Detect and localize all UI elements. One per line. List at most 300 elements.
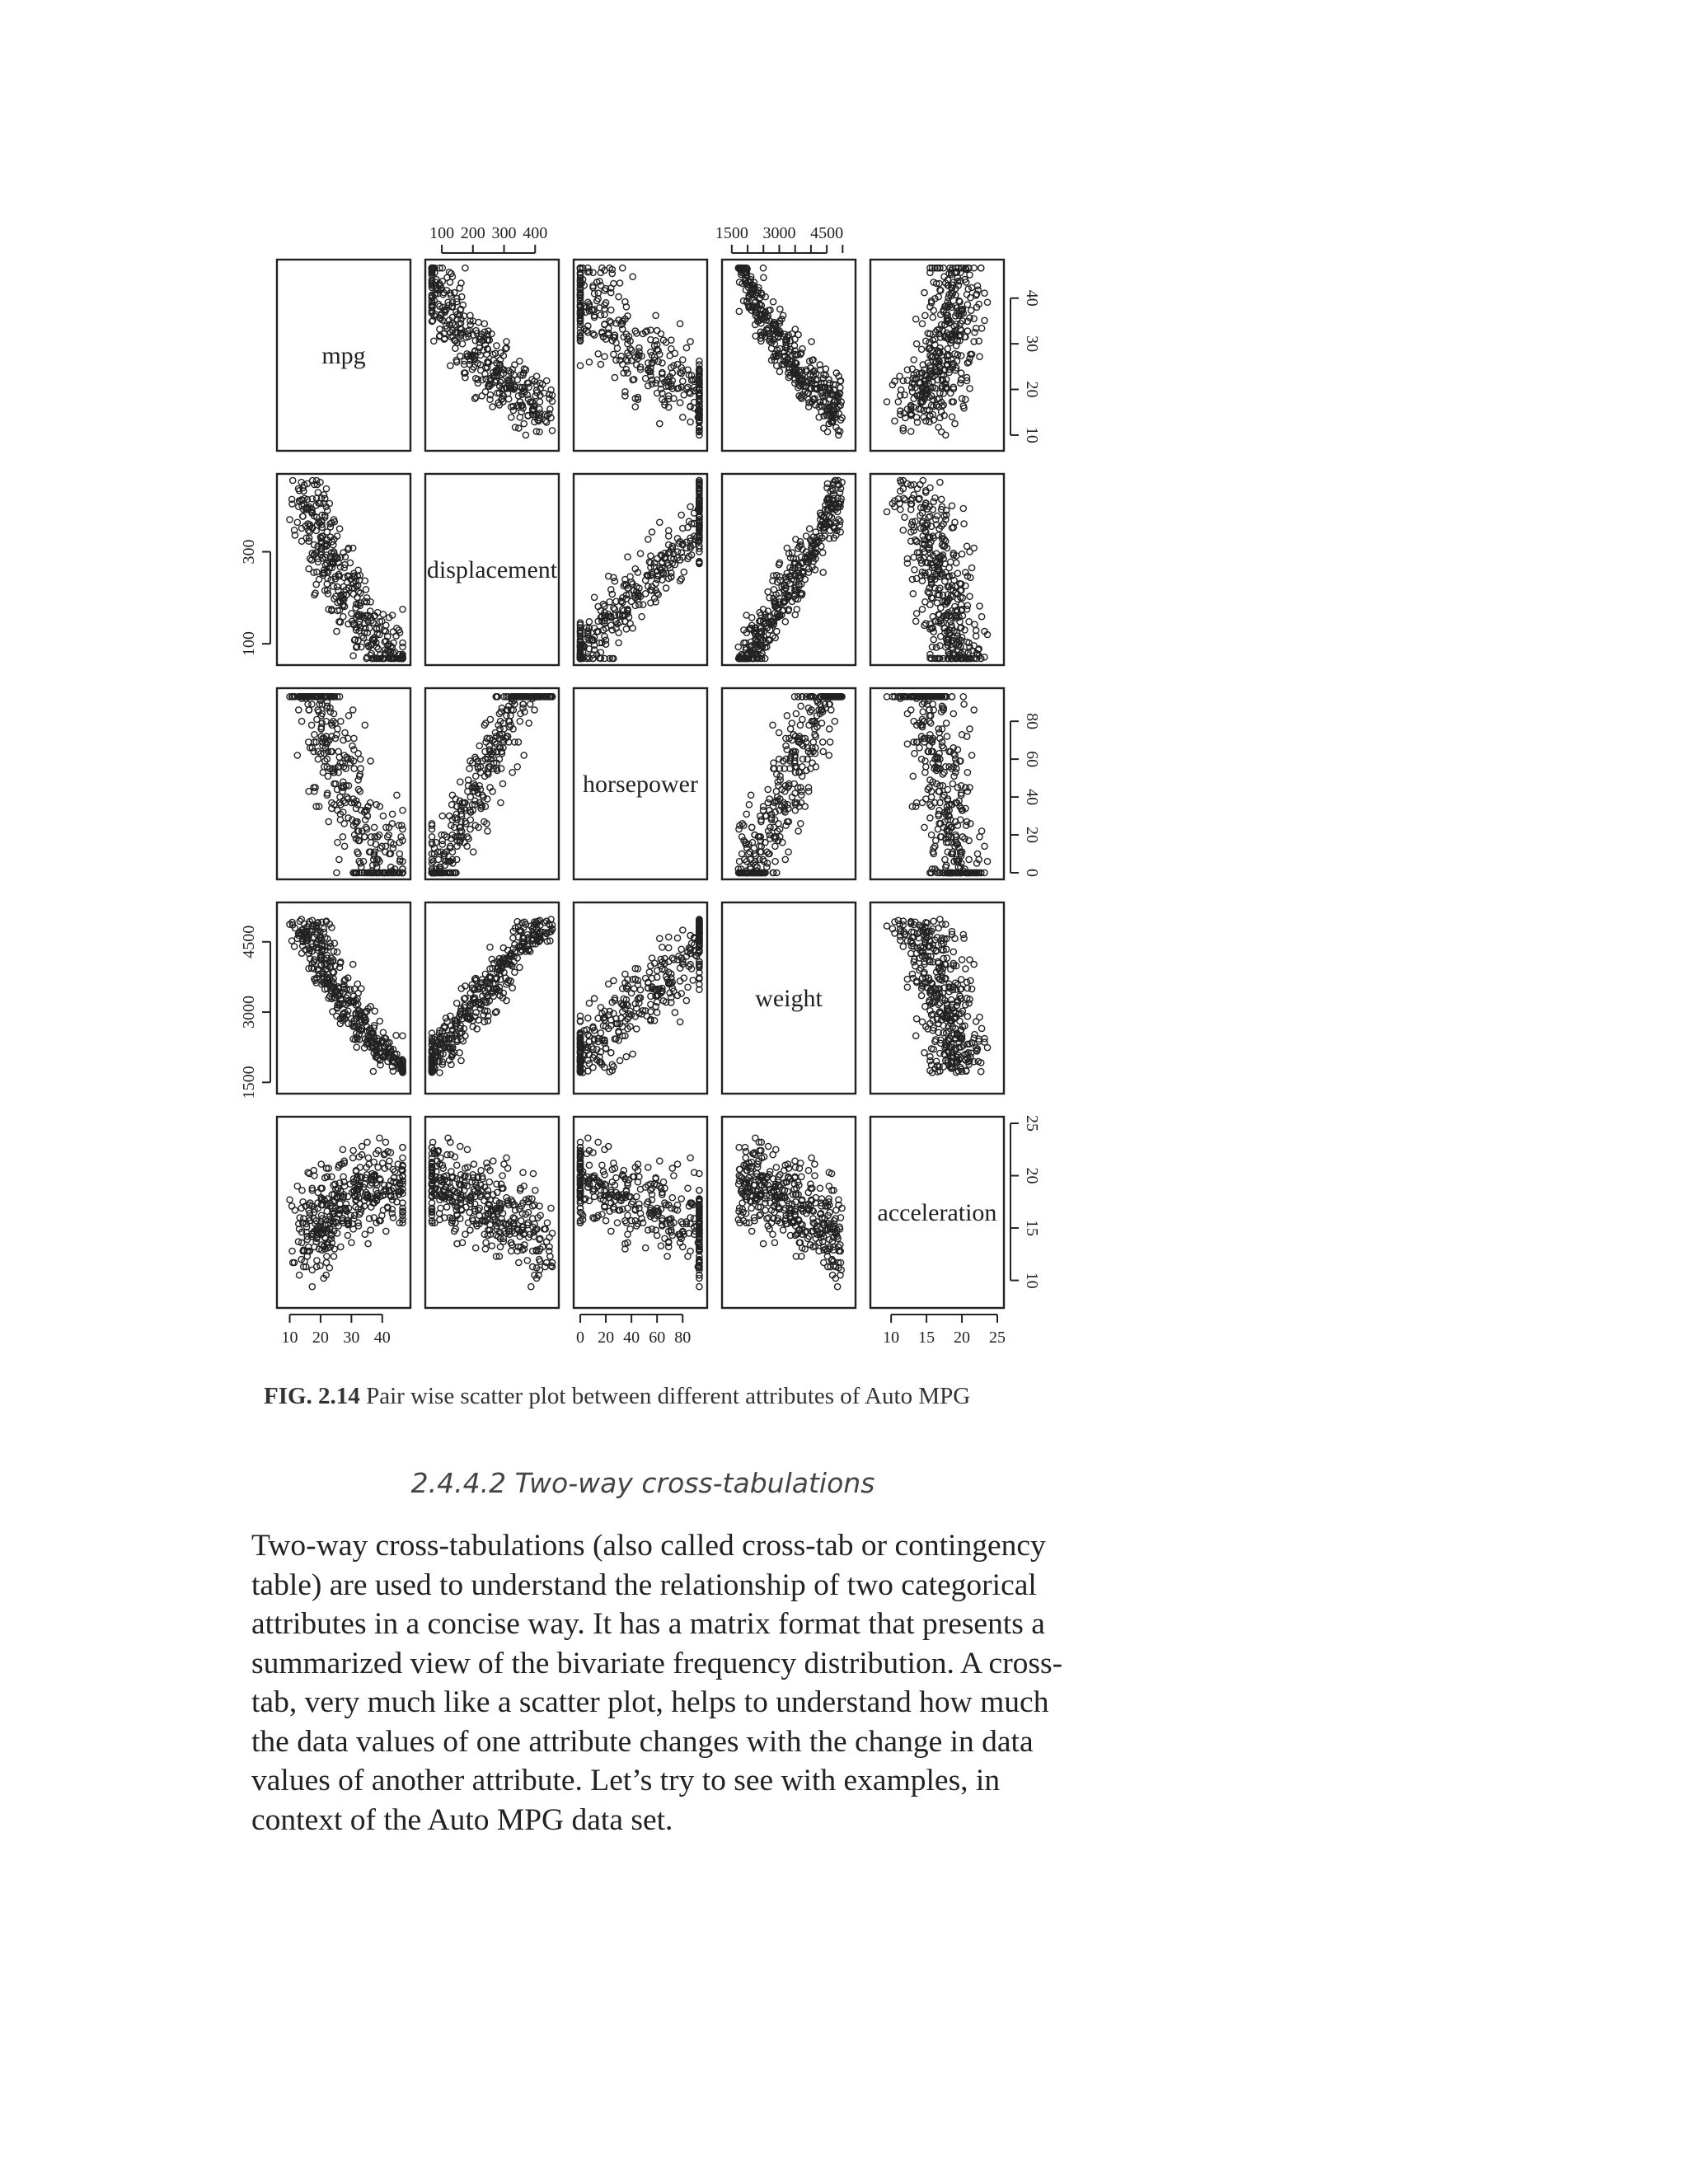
- data-point: [309, 701, 315, 707]
- data-point: [517, 719, 523, 724]
- data-point: [334, 869, 340, 875]
- data-point: [794, 607, 799, 612]
- data-point: [929, 832, 935, 837]
- data-point: [964, 770, 970, 776]
- data-point: [655, 359, 661, 364]
- data-point: [749, 615, 755, 621]
- data-point: [884, 694, 889, 700]
- data-point: [971, 316, 977, 321]
- data-point: [476, 320, 481, 326]
- data-point: [944, 720, 950, 726]
- panel-horsepower-vs-mpg: [277, 688, 410, 879]
- data-point: [349, 743, 355, 748]
- data-point: [335, 840, 340, 846]
- data-point: [663, 585, 669, 591]
- data-point: [340, 834, 345, 840]
- data-point: [917, 745, 922, 751]
- data-point: [765, 589, 771, 595]
- data-point: [326, 818, 331, 824]
- data-point: [467, 766, 472, 771]
- data-point: [341, 821, 347, 827]
- data-point: [523, 432, 528, 438]
- data-point: [966, 619, 972, 625]
- data-point: [678, 512, 684, 518]
- data-point: [512, 739, 518, 745]
- data-point: [616, 640, 621, 645]
- data-point: [929, 804, 935, 809]
- data-point: [602, 354, 607, 359]
- data-point: [499, 780, 505, 786]
- data-point: [312, 732, 317, 738]
- data-point: [949, 503, 954, 509]
- data-point: [494, 343, 499, 349]
- data-point: [961, 521, 967, 527]
- data-point: [776, 729, 782, 735]
- data-point: [611, 351, 617, 357]
- data-point: [614, 345, 620, 351]
- data-point: [616, 294, 621, 300]
- data-point: [736, 308, 742, 314]
- data-point: [400, 644, 406, 649]
- data-point: [767, 796, 772, 802]
- data-point: [289, 938, 295, 944]
- data-point: [294, 752, 300, 758]
- data-point: [687, 419, 693, 424]
- data-point: [312, 590, 318, 596]
- data-point: [802, 804, 808, 809]
- data-point: [544, 419, 550, 425]
- data-point: [961, 701, 967, 707]
- data-point: [623, 626, 629, 632]
- panel-horsepower-vs-horsepower: [574, 688, 707, 879]
- data-point: [937, 480, 943, 485]
- panel-mpg-vs-mpg: [277, 260, 410, 451]
- data-point: [390, 629, 396, 635]
- data-point: [595, 351, 601, 357]
- data-point: [598, 362, 603, 368]
- data-point: [932, 843, 938, 849]
- data-point: [350, 707, 356, 713]
- data-point: [602, 634, 607, 640]
- data-point: [627, 574, 633, 579]
- data-point: [826, 377, 832, 382]
- data-point: [592, 594, 598, 600]
- data-point: [966, 856, 972, 862]
- data-point: [809, 339, 814, 344]
- data-point: [586, 619, 592, 625]
- data-point: [625, 370, 631, 376]
- data-point: [743, 811, 749, 817]
- data-point: [792, 808, 798, 813]
- data-point: [977, 834, 982, 840]
- data-point: [771, 760, 776, 766]
- data-point: [772, 859, 778, 865]
- data-point: [639, 614, 645, 620]
- data-point: [935, 827, 940, 832]
- data-point: [400, 607, 406, 612]
- data-point: [793, 710, 799, 716]
- panel-mpg-vs-acceleration: [870, 260, 1004, 451]
- data-point: [466, 836, 471, 841]
- data-point: [354, 1044, 359, 1050]
- data-point: [746, 802, 752, 808]
- data-point: [368, 599, 373, 605]
- data-point: [347, 560, 353, 565]
- data-point: [919, 321, 925, 326]
- data-point: [903, 497, 908, 503]
- data-point: [481, 321, 487, 326]
- data-point: [307, 555, 313, 561]
- data-point: [683, 345, 689, 351]
- data-point: [828, 739, 833, 745]
- data-point: [658, 330, 663, 336]
- data-point: [904, 741, 910, 747]
- data-point: [938, 634, 944, 640]
- data-point: [354, 594, 360, 600]
- data-point: [668, 346, 674, 352]
- data-point: [772, 843, 778, 849]
- data-point: [309, 722, 315, 728]
- data-point: [429, 834, 434, 840]
- data-point: [335, 748, 341, 754]
- data-point: [334, 629, 340, 635]
- data-point: [390, 846, 396, 851]
- data-point: [630, 274, 635, 279]
- data-point: [968, 307, 974, 313]
- data-point: [657, 421, 663, 427]
- data-point: [922, 312, 928, 318]
- data-point: [603, 641, 609, 647]
- data-point: [760, 265, 766, 271]
- data-point: [349, 611, 354, 616]
- data-point: [294, 519, 300, 525]
- data-point: [617, 280, 623, 286]
- data-point: [736, 827, 742, 832]
- data-point: [648, 553, 654, 559]
- data-point: [761, 274, 767, 280]
- data-point: [611, 605, 617, 611]
- data-point: [350, 653, 356, 658]
- data-point: [342, 843, 348, 849]
- data-point: [526, 720, 532, 726]
- data-point: [964, 602, 970, 608]
- data-point: [299, 719, 305, 724]
- data-point: [820, 569, 826, 575]
- data-point: [608, 307, 614, 313]
- data-point: [537, 399, 542, 405]
- data-point: [350, 962, 356, 968]
- data-point: [439, 813, 445, 819]
- data-point: [810, 739, 816, 745]
- data-point: [521, 421, 527, 427]
- data-point: [945, 346, 950, 352]
- data-point: [972, 621, 978, 627]
- data-point: [629, 598, 635, 604]
- data-point: [363, 587, 368, 593]
- data-point: [625, 554, 631, 560]
- data-point: [789, 720, 795, 726]
- panel-horsepower-vs-weight: [722, 688, 856, 879]
- data-point: [607, 599, 612, 605]
- data-point: [380, 813, 386, 819]
- data-point: [798, 703, 804, 709]
- data-point: [948, 559, 954, 565]
- data-point: [984, 299, 990, 305]
- data-point: [586, 359, 592, 365]
- data-point: [923, 621, 929, 626]
- data-point: [528, 701, 533, 707]
- data-point: [964, 328, 970, 334]
- data-point: [914, 799, 920, 805]
- data-point: [299, 538, 305, 544]
- data-point: [781, 312, 786, 318]
- data-point: [944, 733, 950, 739]
- data-point: [467, 794, 473, 800]
- data-point: [807, 526, 813, 532]
- data-point: [921, 622, 927, 628]
- data-point: [959, 370, 964, 376]
- data-point: [799, 716, 805, 722]
- data-point: [306, 566, 312, 572]
- data-point: [337, 794, 343, 800]
- data-point: [884, 399, 889, 405]
- diagonal-label-mpg: mpg: [321, 342, 366, 369]
- data-point: [832, 719, 837, 724]
- data-point: [674, 362, 680, 368]
- panel-displacement-vs-acceleration: [870, 474, 1004, 665]
- data-point: [485, 828, 490, 834]
- data-point: [792, 326, 798, 332]
- data-point: [935, 294, 941, 300]
- data-point: [358, 590, 363, 596]
- data-point: [508, 713, 513, 719]
- data-point: [549, 428, 555, 434]
- data-point: [315, 757, 321, 762]
- panel-displacement-vs-weight: [722, 474, 856, 665]
- panel-displacement-vs-displacement: [425, 474, 559, 665]
- data-point: [632, 404, 638, 410]
- data-point: [467, 827, 473, 832]
- data-point: [942, 856, 948, 862]
- data-point: [501, 726, 507, 732]
- data-point: [765, 786, 771, 792]
- data-point: [323, 485, 329, 491]
- data-point: [398, 834, 404, 840]
- data-point: [977, 354, 982, 359]
- data-point: [345, 713, 351, 719]
- data-point: [967, 593, 973, 599]
- data-point: [654, 328, 660, 334]
- data-point: [982, 290, 987, 296]
- data-point: [771, 299, 776, 305]
- data-point: [922, 599, 928, 605]
- data-point: [788, 726, 794, 732]
- data-point: [544, 377, 550, 383]
- data-point: [476, 743, 482, 748]
- data-point: [316, 576, 322, 582]
- data-point: [943, 432, 949, 438]
- data-point: [616, 630, 621, 635]
- data-point: [979, 614, 985, 620]
- data-point: [950, 710, 956, 716]
- data-point: [770, 722, 776, 728]
- data-point: [967, 726, 973, 732]
- data-point: [919, 799, 925, 805]
- data-point: [400, 808, 406, 813]
- panel-mpg-vs-weight: [722, 260, 856, 451]
- data-point: [910, 591, 916, 597]
- data-point: [964, 302, 970, 307]
- diagonal-label-horsepower: horsepower: [583, 771, 698, 798]
- data-point: [954, 560, 959, 565]
- data-point: [923, 338, 929, 344]
- data-point: [448, 363, 453, 368]
- data-point: [532, 707, 537, 713]
- data-point: [784, 713, 790, 719]
- data-point: [487, 716, 493, 722]
- data-point: [337, 526, 343, 532]
- data-point: [824, 480, 830, 486]
- data-point: [908, 429, 914, 434]
- data-point: [945, 786, 950, 792]
- data-point: [462, 265, 468, 271]
- data-point: [320, 770, 326, 776]
- data-point: [514, 764, 520, 770]
- data-point: [630, 626, 635, 631]
- data-point: [910, 773, 916, 779]
- data-point: [777, 307, 783, 312]
- data-point: [748, 792, 754, 798]
- data-point: [934, 513, 940, 518]
- data-point: [312, 542, 317, 548]
- data-point: [517, 415, 523, 420]
- data-point: [602, 288, 607, 293]
- data-point: [900, 527, 906, 533]
- data-point: [680, 357, 686, 363]
- data-point: [795, 332, 801, 338]
- data-point: [807, 709, 813, 715]
- data-point: [827, 726, 832, 732]
- panel-displacement-vs-horsepower: [574, 474, 707, 665]
- data-point: [760, 808, 766, 813]
- data-point: [820, 739, 826, 745]
- data-point: [342, 729, 348, 735]
- data-point: [984, 859, 990, 865]
- data-point: [797, 722, 803, 728]
- data-point: [452, 345, 458, 351]
- data-point: [390, 811, 396, 817]
- data-point: [940, 771, 945, 777]
- data-point: [785, 849, 791, 855]
- data-point: [977, 603, 982, 609]
- data-point: [798, 821, 804, 827]
- data-point: [338, 719, 344, 724]
- data-point: [782, 619, 788, 625]
- data-point: [912, 567, 917, 573]
- data-point: [362, 722, 368, 728]
- data-point: [776, 821, 781, 827]
- data-point: [953, 770, 959, 776]
- data-point: [394, 792, 400, 798]
- data-point: [315, 490, 321, 495]
- data-point: [504, 339, 509, 344]
- data-point: [331, 583, 336, 589]
- data-point: [913, 618, 919, 624]
- data-point: [939, 496, 945, 502]
- data-point: [921, 290, 927, 296]
- data-point: [457, 779, 463, 785]
- data-point: [820, 748, 826, 754]
- data-point: [932, 495, 938, 501]
- data-point: [931, 307, 936, 313]
- data-point: [982, 654, 987, 660]
- data-point: [678, 321, 683, 326]
- data-point: [466, 777, 471, 783]
- data-point: [960, 694, 966, 700]
- data-point: [919, 346, 925, 352]
- data-point: [922, 770, 928, 776]
- data-point: [598, 312, 603, 318]
- data-point: [902, 514, 907, 520]
- data-point: [982, 843, 987, 849]
- data-point: [824, 429, 830, 434]
- data-point: [969, 752, 975, 758]
- data-point: [678, 578, 683, 583]
- panel-horsepower-vs-displacement: [425, 688, 559, 879]
- data-point: [400, 827, 406, 832]
- data-point: [902, 392, 907, 398]
- data-point: [912, 751, 917, 757]
- data-point: [892, 418, 898, 424]
- data-point: [929, 644, 935, 649]
- data-point: [914, 341, 920, 347]
- data-point: [290, 477, 296, 483]
- data-point: [368, 758, 373, 764]
- data-point: [960, 505, 966, 511]
- data-point: [940, 745, 946, 751]
- data-point: [967, 272, 973, 278]
- data-point: [521, 752, 527, 758]
- data-point: [681, 569, 687, 575]
- data-point: [930, 314, 935, 320]
- data-point: [620, 265, 626, 271]
- data-point: [804, 533, 809, 539]
- data-point: [449, 792, 455, 798]
- panel-mpg-vs-displacement: [425, 260, 559, 451]
- panel-displacement-vs-mpg: [277, 474, 410, 665]
- data-point: [490, 404, 495, 410]
- data-point: [806, 404, 812, 410]
- scatterplot-matrix: [231, 206, 1071, 1368]
- data-point: [927, 815, 933, 821]
- data-point: [979, 326, 985, 331]
- data-point: [577, 363, 583, 368]
- data-point: [931, 637, 936, 643]
- data-point: [659, 360, 665, 366]
- data-point: [657, 519, 663, 525]
- data-point: [471, 849, 476, 855]
- data-point: [978, 265, 984, 271]
- data-point: [439, 837, 445, 843]
- data-point: [509, 770, 515, 776]
- data-point: [920, 709, 926, 715]
- data-point: [914, 611, 920, 616]
- data-point: [657, 351, 663, 357]
- data-point: [749, 824, 755, 830]
- data-point: [385, 834, 391, 840]
- data-point: [473, 394, 479, 400]
- data-point: [784, 747, 790, 752]
